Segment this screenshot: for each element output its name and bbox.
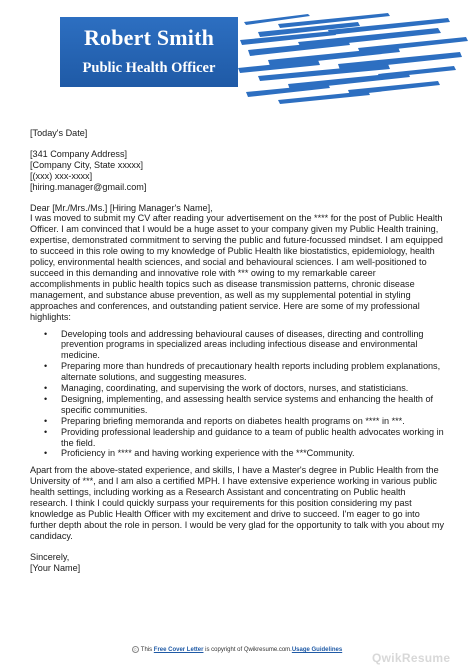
salutation: Dear [Mr./Mrs./Ms.] [Hiring Manager's Name], [30,202,213,213]
address-line: [341 Company Address] [30,148,128,159]
highlights-list [30,329,445,460]
job-title: Public Health Officer [82,60,216,76]
list-item: • Providing professional leadership and guidance to a team of public health advocates working in the field. [52,427,445,449]
header-banner [60,17,238,87]
letter-body [30,128,445,574]
footer-middle: is copyright of Qwikresume.com. [203,647,292,654]
applicant-name: Robert Smith [83,25,215,50]
address-line: [(xxx) xxx-xxxx] [30,170,93,181]
decorative-streaks [238,10,474,108]
list-item: • Developing tools and addressing behavioural causes of diseases, directing and controlling prevention programs in specialized areas including infectious disease and environmental medicine. [52,329,445,362]
list-item: • Proficiency in **** and having working experience with the ***Community. [52,448,445,459]
intro-paragraph: I was moved to submit my CV after reading your advertisement on the **** for the post of Public Health Officer. I am convinced that I would be a huge asset to your company given my Public Health training, expertise, demonstrated commitment to serving the public and future-focussed mindset. I am equipped to succeed in this role owing to my knowledge of Public Health like biostatistics, epidemiology, health policy, environmental health sciences, and social and behavioural sciences. I am well-positioned to succeed in this demanding and innovative role with *** owing to my remarkable career accomplishments in public health topics such as disease transmission patterns, chronic disease management, and substance abuse prevention, as well as my supplemental potential in styling approaches and conferences, and outstanding patient service. Here are some of my professional highlights: [30,213,443,322]
signature: [Your Name] [30,562,81,573]
watermark-logo: QwikResume [372,651,451,665]
address-line: [hiring.manager@gmail.com] [30,181,147,192]
list-item: • Designing, implementing, and assessing health service systems and enhancing the health of specific communities. [52,394,445,416]
list-item: • Preparing more than hundreds of precautionary health reports including problem explanations, alternate solutions, and suggesting measures. [52,361,445,383]
footer-prefix: This [140,647,154,654]
usage-guidelines-link[interactable]: Usage Guidelines [291,647,343,654]
letter-date: [Today's Date] [30,128,88,138]
closing-paragraph: Apart from the above-stated experience, and skills, I have a Master's degree in Public Health from the University of ***, and I am also a certified MPH. I have extensive experience working in various public health settings, including working as a Research Assistant and concentrating on Public health research. I think I could quickly surpass your requirements for this position considering my past knowledge as Public Health Officer with my excitement and drive to succeed. I'm eager to go into further depth about the role in person. I would be very glad for the opportunity to talk with you about my candidacy. [30,465,445,541]
signoff: Sincerely, [30,551,70,562]
free-cover-letter-link[interactable]: Free Cover Letter [153,647,204,654]
list-item: • Preparing briefing memoranda and reports on diabetes health programs on **** in ***. [52,416,445,427]
list-item: • Managing, coordinating, and supervising the work of doctors, nurses, and statisticians. [52,383,445,394]
copyright-icon: © [132,646,139,653]
address-line: [Company City, State xxxxx] [30,159,144,170]
